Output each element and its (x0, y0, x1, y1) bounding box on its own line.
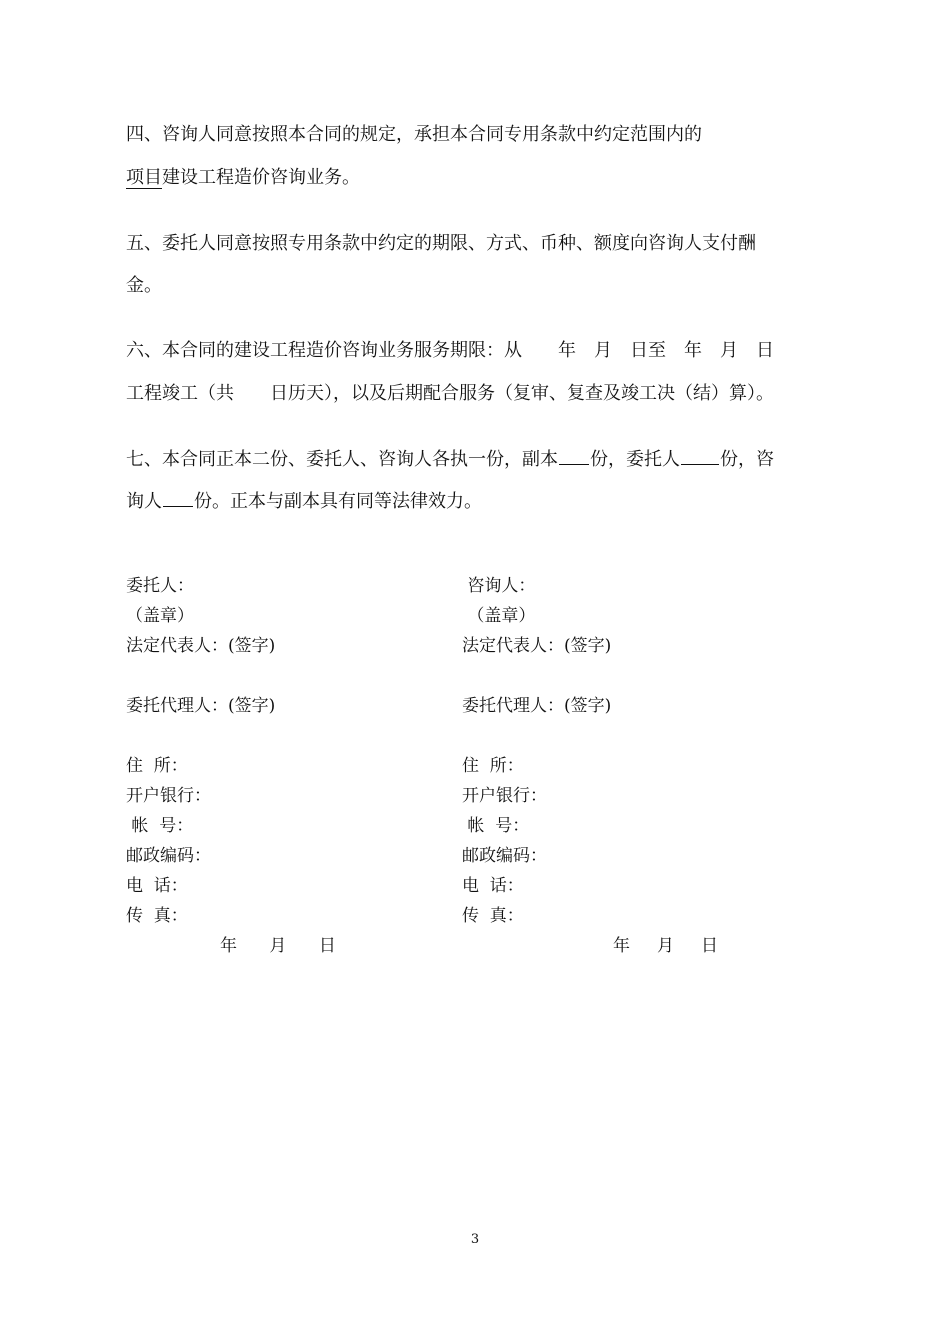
clause-4-line-1: 四、咨询人同意按照本合同的规定，承担本合同专用条款中约定范围内的 (126, 124, 702, 145)
copies-blank-1 (559, 446, 589, 465)
clause-7-text-c: 份，咨 (720, 449, 774, 470)
client-party-label: 委托人： (126, 576, 194, 596)
clause-7-text-e: 份。正本与副本具有同等法律效力。 (194, 491, 482, 512)
client-account-label: 帐 号： (126, 816, 194, 836)
consultant-seal-label: （盖章） (462, 606, 536, 626)
client-fax-label: 传 真： (126, 906, 188, 926)
copies-blank-2 (681, 446, 719, 465)
clause-6-line-2: 工程竣工（共 日历天），以及后期配合服务（复审、复查及竣工决（结）算）。 (126, 383, 774, 404)
consultant-legal-rep-label: 法定代表人：(签字) (462, 636, 612, 656)
clause-7-line-2 (126, 488, 482, 514)
client-phone-label: 电 话： (126, 876, 188, 896)
clause-4-underlined-word: 项目 (126, 167, 162, 188)
consultant-party-label: 咨询人： (462, 576, 536, 596)
clause-5-line-1: 五、委托人同意按照专用条款中约定的期限、方式、币种、额度向咨询人支付酬 (126, 233, 756, 254)
consultant-postcode-label: 邮政编码： (462, 846, 547, 866)
clause-7-text-d: 询人 (126, 491, 162, 512)
clause-6-line-1: 六、本合同的建设工程造价咨询业务服务期限：从 年 月 日至 年 月 日 (126, 340, 774, 361)
page-number: 3 (470, 1232, 480, 1247)
clause-7-line-1 (126, 446, 774, 472)
clause-7-text-a: 七、本合同正本二份、委托人、咨询人各执一份，副本 (126, 449, 558, 470)
client-address-label: 住 所： (126, 756, 188, 776)
consultant-date-line: 年 月 日 (613, 936, 719, 956)
consultant-account-label: 帐 号： (462, 816, 530, 836)
client-seal-label: （盖章） (126, 606, 194, 626)
consultant-agent-label: 委托代理人：(签字) (462, 696, 612, 716)
clause-7-text-b: 份，委托人 (590, 449, 680, 470)
client-legal-rep-label: 法定代表人：(签字) (126, 636, 276, 656)
copies-blank-3 (163, 488, 193, 507)
consultant-fax-label: 传 真： (462, 906, 524, 926)
consultant-bank-label: 开户银行： (462, 786, 547, 806)
client-postcode-label: 邮政编码： (126, 846, 211, 866)
consultant-phone-label: 电 话： (462, 876, 524, 896)
clause-4-line-2 (126, 166, 360, 190)
client-bank-label: 开户银行： (126, 786, 211, 806)
clause-4-line-2-rest: 建设工程造价咨询业务。 (162, 167, 360, 188)
client-date-line: 年 月 日 (220, 936, 336, 956)
clause-5-line-2: 金。 (126, 275, 162, 296)
client-agent-label: 委托代理人：(签字) (126, 696, 276, 716)
consultant-address-label: 住 所： (462, 756, 524, 776)
